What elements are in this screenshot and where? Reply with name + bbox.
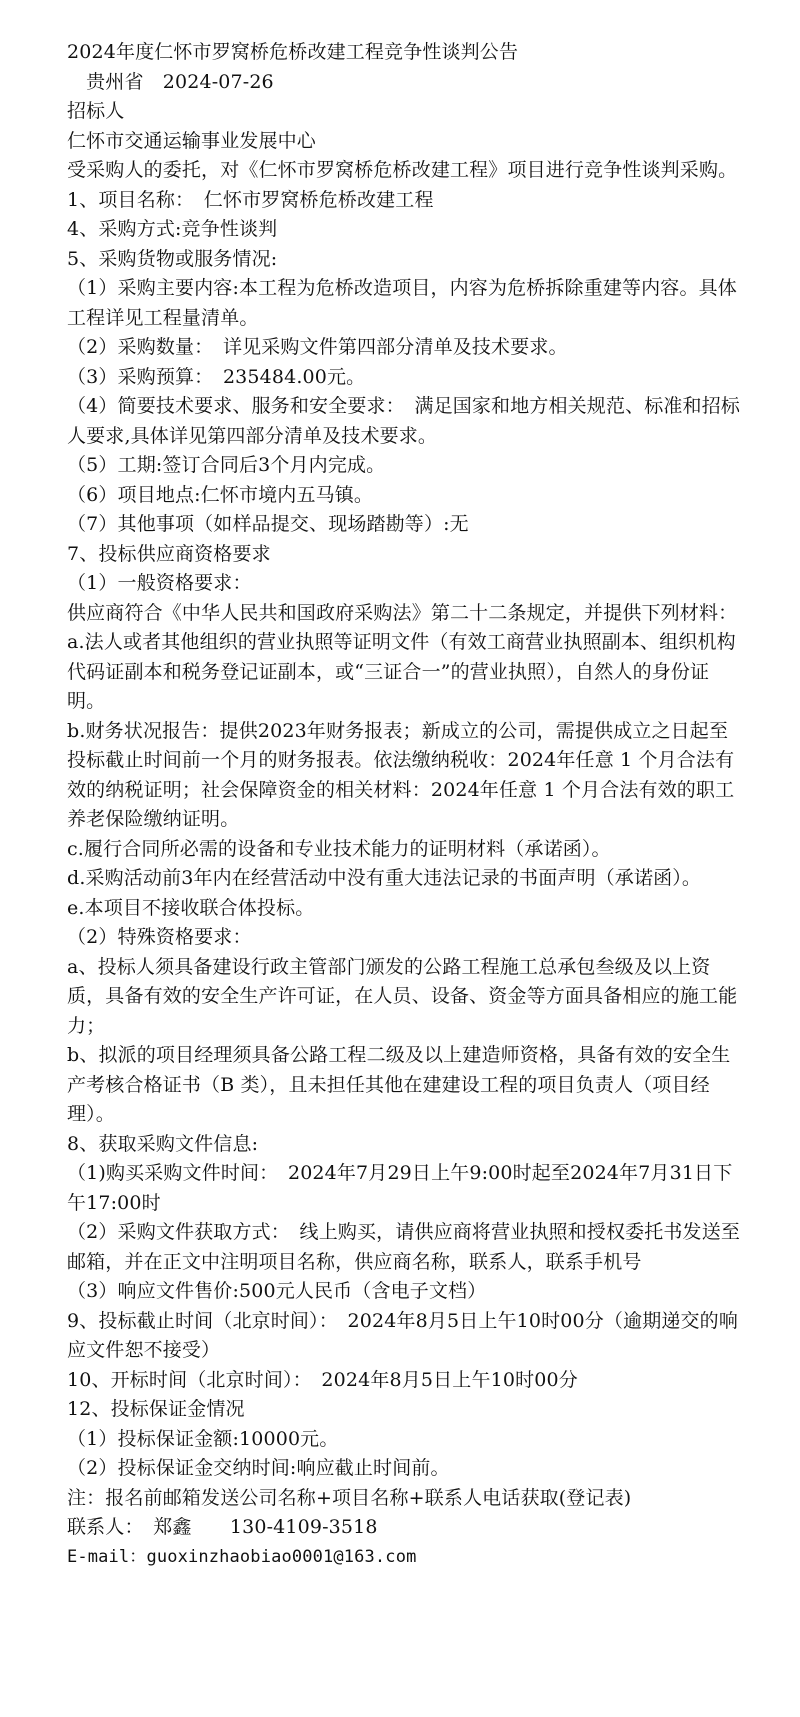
region-date: 贵州省 2024-07-26 — [67, 70, 274, 93]
project-name: 1、项目名称： 仁怀市罗窝桥危桥改建工程 — [67, 188, 434, 211]
qualification-item-c: c.履行合同所必需的设备和专业技术能力的证明材料（承诺函）。 — [67, 837, 611, 860]
special-qualification-b: b、拟派的项目经理须具备公路工程二级及以上建造师资格，具备有效的安全生产考核合格证书（B 类），且未担任其他在建建设工程的项目负责人（项目经理）。 — [67, 1044, 731, 1125]
announcement-title: 2024年度仁怀市罗窝桥危桥改建工程竞争性谈判公告 — [67, 41, 519, 63]
procurement-main-content: （1）采购主要内容:本工程为危桥改造项目，内容为危桥拆除重建等内容。具体工程详见工程量清单。 — [67, 277, 737, 329]
technical-requirements: （4）简要技术要求、服务和安全要求： 满足国家和地方相关规范、标准和招标人要求,具体详见第四部分清单及技术要求。 — [67, 395, 740, 447]
qualification-item-e: e.本项目不接收联合体投标。 — [67, 896, 315, 919]
tenderer-name: 仁怀市交通运输事业发展中心 — [67, 129, 316, 152]
registration-note: 注：报名前邮箱发送公司名称+项目名称+联系人电话获取(登记表) — [67, 1486, 632, 1509]
announcement-document — [67, 38, 747, 1572]
special-qualification-heading: （2）特殊资格要求： — [67, 926, 252, 948]
intro-paragraph: 受采购人的委托，对《仁怀市罗窝桥危桥改建工程》项目进行竞争性谈判采购。 — [67, 159, 738, 181]
project-location: （6）项目地点:仁怀市境内五马镇。 — [67, 483, 374, 506]
document-purchase-time: （1)购买采购文件时间： 2024年7月29日上午9:00时起至2024年7月31日下午17:00时 — [67, 1162, 733, 1214]
qualification-item-b: b.财务状况报告：提供2023年财务报表；新成立的公司，需提供成立之日起至投标截止时间前一个月的财务报表。依法缴纳税收：2024年任意 1 个月合法有效的纳税证明；社会保障资金的相关材料：2024年任意 1 个月合法有效的职工养老保险缴纳证明。 — [67, 719, 735, 830]
contact-email: E-mail：guoxinzhaobiao0001@163.com — [67, 1546, 417, 1567]
qualification-item-a: a.法人或者其他组织的营业执照等证明文件（有效工商营业执照副本、组织机构代码证副本和税务登记证副本，或“三证合一”的营业执照），自然人的身份证明。 — [67, 631, 736, 712]
procurement-method: 4、采购方式:竞争性谈判 — [67, 218, 278, 240]
other-matters: （7）其他事项（如样品提交、现场踏勘等）:无 — [67, 513, 469, 535]
bid-bond-amount: （1）投标保证金额:10000元。 — [67, 1427, 339, 1450]
procurement-quantity: （2）采购数量： 详见采购文件第四部分清单及技术要求。 — [67, 336, 568, 358]
tenderer-heading: 招标人 — [67, 100, 125, 122]
general-qualification-heading: （1）一般资格要求： — [67, 572, 252, 594]
bid-bond-heading: 12、投标保证金情况 — [67, 1398, 245, 1420]
document-acquisition-method: （2）采购文件获取方式： 线上购买，请供应商将营业执照和授权委托书发送至邮箱，并在正文中注明项目名称，供应商名称，联系人，联系手机号 — [67, 1221, 740, 1273]
bid-deadline: 9、投标截止时间（北京时间）： 2024年8月5日上午10时00分（逾期递交的响应文件恕不接受） — [67, 1309, 738, 1361]
contact-person: 联系人： 郑鑫 130-4109-3518 — [67, 1516, 378, 1538]
special-qualification-a: a、投标人须具备建设行政主管部门颁发的公路工程施工总承包叁级及以上资质，具备有效的安全生产许可证，在人员、设备、资金等方面具备相应的施工能力； — [67, 955, 738, 1037]
construction-period: （5）工期:签订合同后3个月内完成。 — [67, 454, 386, 476]
document-price: （3）响应文件售价:500元人民币（含电子文档） — [67, 1280, 487, 1302]
procurement-budget: （3）采购预算： 235484.00元。 — [67, 365, 366, 388]
bid-bond-payment-time: （2）投标保证金交纳时间:响应截止时间前。 — [67, 1457, 450, 1479]
document-acquisition-heading: 8、获取采购文件信息: — [67, 1132, 259, 1155]
procurement-section-heading: 5、采购货物或服务情况: — [67, 247, 278, 270]
qualification-item-d: d.采购活动前3年内在经营活动中没有重大违法记录的书面声明（承诺函）。 — [67, 867, 702, 889]
qualification-section-heading: 7、投标供应商资格要求 — [67, 542, 271, 565]
bid-opening-time: 10、开标时间（北京时间）： 2024年8月5日上午10时00分 — [67, 1368, 578, 1391]
general-qualification-intro: 供应商符合《中华人民共和国政府采购法》第二十二条规定，并提供下列材料： — [67, 601, 738, 624]
